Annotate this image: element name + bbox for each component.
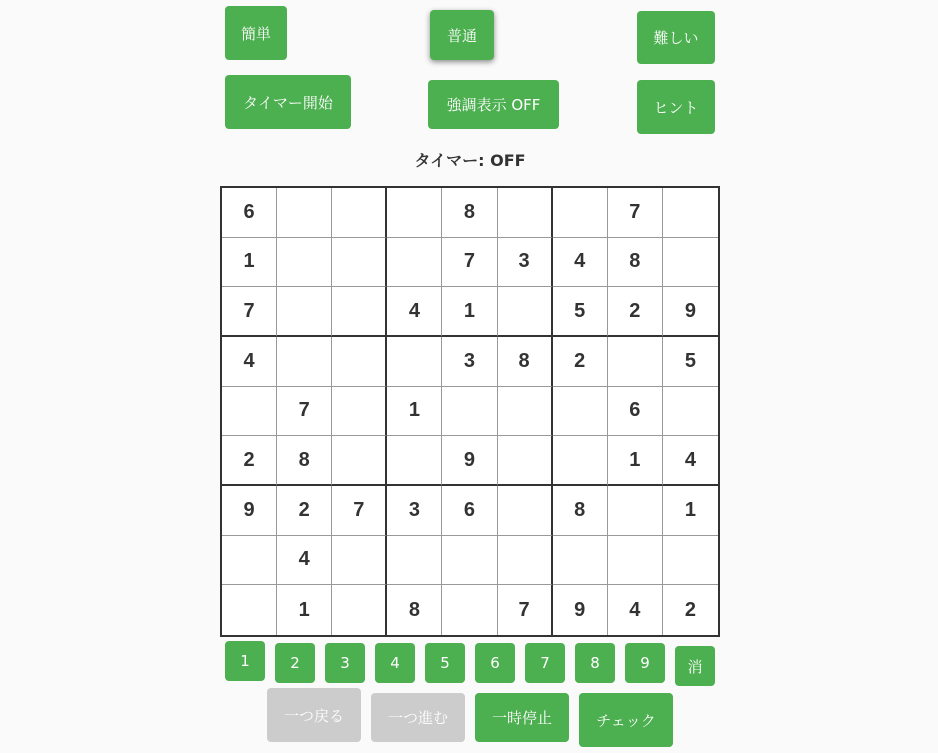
- easy-button[interactable]: 簡単: [225, 6, 287, 60]
- numpad-3-button[interactable]: 3: [325, 643, 365, 683]
- timer-start-button[interactable]: タイマー開始: [225, 75, 351, 129]
- sudoku-cell-r1c1[interactable]: 6: [222, 188, 277, 238]
- sudoku-cell-r4c3[interactable]: [332, 337, 387, 387]
- sudoku-cell-r3c8[interactable]: 2: [608, 287, 663, 337]
- sudoku-cell-r1c4[interactable]: [387, 188, 442, 238]
- sudoku-cell-r9c6[interactable]: 7: [498, 585, 553, 635]
- sudoku-board: [220, 186, 720, 637]
- pause-button[interactable]: 一時停止: [475, 693, 569, 742]
- sudoku-cell-r1c8[interactable]: 7: [608, 188, 663, 238]
- sudoku-cell-r3c1[interactable]: 7: [222, 287, 277, 337]
- sudoku-cell-r4c8[interactable]: [608, 337, 663, 387]
- sudoku-cell-r1c6[interactable]: [498, 188, 553, 238]
- sudoku-cell-r8c8[interactable]: [608, 536, 663, 586]
- sudoku-cell-r6c3[interactable]: [332, 436, 387, 486]
- sudoku-cell-r2c8[interactable]: 8: [608, 238, 663, 288]
- numpad-2-button[interactable]: 2: [275, 643, 315, 683]
- sudoku-cell-r4c4[interactable]: [387, 337, 442, 387]
- erase-button[interactable]: 消: [675, 646, 715, 686]
- sudoku-cell-r5c2[interactable]: 7: [277, 387, 332, 437]
- highlight-toggle-button[interactable]: 強調表示 OFF: [428, 80, 559, 129]
- sudoku-cell-r3c2[interactable]: [277, 287, 332, 337]
- sudoku-cell-r3c5[interactable]: 1: [442, 287, 497, 337]
- sudoku-cell-r2c3[interactable]: [332, 238, 387, 288]
- sudoku-cell-r5c5[interactable]: [442, 387, 497, 437]
- sudoku-cell-r3c3[interactable]: [332, 287, 387, 337]
- sudoku-cell-r9c5[interactable]: [442, 585, 497, 635]
- sudoku-cell-r6c5[interactable]: 9: [442, 436, 497, 486]
- undo-button[interactable]: 一つ戻る: [267, 688, 361, 742]
- sudoku-cell-r5c4[interactable]: 1: [387, 387, 442, 437]
- sudoku-cell-r1c9[interactable]: [663, 188, 718, 238]
- sudoku-cell-r6c9[interactable]: 4: [663, 436, 718, 486]
- sudoku-cell-r7c9[interactable]: 1: [663, 486, 718, 536]
- numpad-1-button[interactable]: 1: [225, 641, 265, 681]
- sudoku-cell-r6c4[interactable]: [387, 436, 442, 486]
- sudoku-cell-r5c8[interactable]: 6: [608, 387, 663, 437]
- sudoku-cell-r1c5[interactable]: 8: [442, 188, 497, 238]
- sudoku-cell-r8c5[interactable]: [442, 536, 497, 586]
- sudoku-cell-r1c3[interactable]: [332, 188, 387, 238]
- sudoku-cell-r2c6[interactable]: 3: [498, 238, 553, 288]
- sudoku-cell-r1c2[interactable]: [277, 188, 332, 238]
- sudoku-cell-r8c3[interactable]: [332, 536, 387, 586]
- sudoku-cell-r2c7[interactable]: 4: [553, 238, 608, 288]
- sudoku-cell-r8c9[interactable]: [663, 536, 718, 586]
- sudoku-cell-r7c1[interactable]: 9: [222, 486, 277, 536]
- numpad-9-button[interactable]: 9: [625, 643, 665, 683]
- sudoku-cell-r4c9[interactable]: 5: [663, 337, 718, 387]
- sudoku-cell-r4c1[interactable]: 4: [222, 337, 277, 387]
- timer-display: タイマー: OFF: [414, 151, 526, 170]
- sudoku-cell-r6c2[interactable]: 8: [277, 436, 332, 486]
- numpad-7-button[interactable]: 7: [525, 643, 565, 683]
- sudoku-cell-r8c4[interactable]: [387, 536, 442, 586]
- sudoku-cell-r9c8[interactable]: 4: [608, 585, 663, 635]
- sudoku-cell-r4c6[interactable]: 8: [498, 337, 553, 387]
- sudoku-cell-r4c2[interactable]: [277, 337, 332, 387]
- numpad-8-button[interactable]: 8: [575, 643, 615, 683]
- hard-button[interactable]: 難しい: [637, 11, 715, 64]
- sudoku-cell-r2c4[interactable]: [387, 238, 442, 288]
- sudoku-cell-r9c3[interactable]: [332, 585, 387, 635]
- sudoku-cell-r7c2[interactable]: 2: [277, 486, 332, 536]
- sudoku-cell-r6c8[interactable]: 1: [608, 436, 663, 486]
- sudoku-cell-r8c2[interactable]: 4: [277, 536, 332, 586]
- sudoku-cell-r7c4[interactable]: 3: [387, 486, 442, 536]
- sudoku-cell-r5c3[interactable]: [332, 387, 387, 437]
- sudoku-cell-r7c5[interactable]: 6: [442, 486, 497, 536]
- sudoku-cell-r8c7[interactable]: [553, 536, 608, 586]
- sudoku-cell-r9c1[interactable]: [222, 585, 277, 635]
- sudoku-cell-r2c1[interactable]: 1: [222, 238, 277, 288]
- sudoku-cell-r9c2[interactable]: 1: [277, 585, 332, 635]
- sudoku-cell-r2c5[interactable]: 7: [442, 238, 497, 288]
- sudoku-cell-r6c6[interactable]: [498, 436, 553, 486]
- check-button[interactable]: チェック: [579, 693, 673, 747]
- sudoku-cell-r4c7[interactable]: 2: [553, 337, 608, 387]
- sudoku-cell-r3c7[interactable]: 5: [553, 287, 608, 337]
- redo-button[interactable]: 一つ進む: [371, 693, 465, 742]
- sudoku-cell-r7c3[interactable]: 7: [332, 486, 387, 536]
- numpad-4-button[interactable]: 4: [375, 643, 415, 683]
- numpad-5-button[interactable]: 5: [425, 643, 465, 683]
- sudoku-cell-r7c7[interactable]: 8: [553, 486, 608, 536]
- sudoku-cell-r2c2[interactable]: [277, 238, 332, 288]
- hint-button[interactable]: ヒント: [637, 80, 715, 134]
- sudoku-cell-r5c9[interactable]: [663, 387, 718, 437]
- sudoku-cell-r3c6[interactable]: [498, 287, 553, 337]
- numpad-6-button[interactable]: 6: [475, 643, 515, 683]
- sudoku-cell-r7c6[interactable]: [498, 486, 553, 536]
- sudoku-cell-r6c1[interactable]: 2: [222, 436, 277, 486]
- sudoku-cell-r4c5[interactable]: 3: [442, 337, 497, 387]
- normal-button[interactable]: 普通: [430, 10, 494, 60]
- sudoku-cell-r5c1[interactable]: [222, 387, 277, 437]
- sudoku-cell-r5c7[interactable]: [553, 387, 608, 437]
- sudoku-cell-r8c6[interactable]: [498, 536, 553, 586]
- sudoku-cell-r8c1[interactable]: [222, 536, 277, 586]
- sudoku-cell-r7c8[interactable]: [608, 486, 663, 536]
- sudoku-cell-r3c9[interactable]: 9: [663, 287, 718, 337]
- sudoku-cell-r5c6[interactable]: [498, 387, 553, 437]
- sudoku-cell-r1c7[interactable]: [553, 188, 608, 238]
- sudoku-cell-r9c9[interactable]: 2: [684, 598, 696, 621]
- sudoku-cell-r6c7[interactable]: [553, 436, 608, 486]
- sudoku-cell-r9c7[interactable]: 9: [553, 585, 608, 635]
- sudoku-cell-r9c4[interactable]: 8: [387, 585, 442, 635]
- sudoku-cell-r3c4[interactable]: 4: [387, 287, 442, 337]
- sudoku-cell-r2c9[interactable]: [663, 238, 718, 288]
